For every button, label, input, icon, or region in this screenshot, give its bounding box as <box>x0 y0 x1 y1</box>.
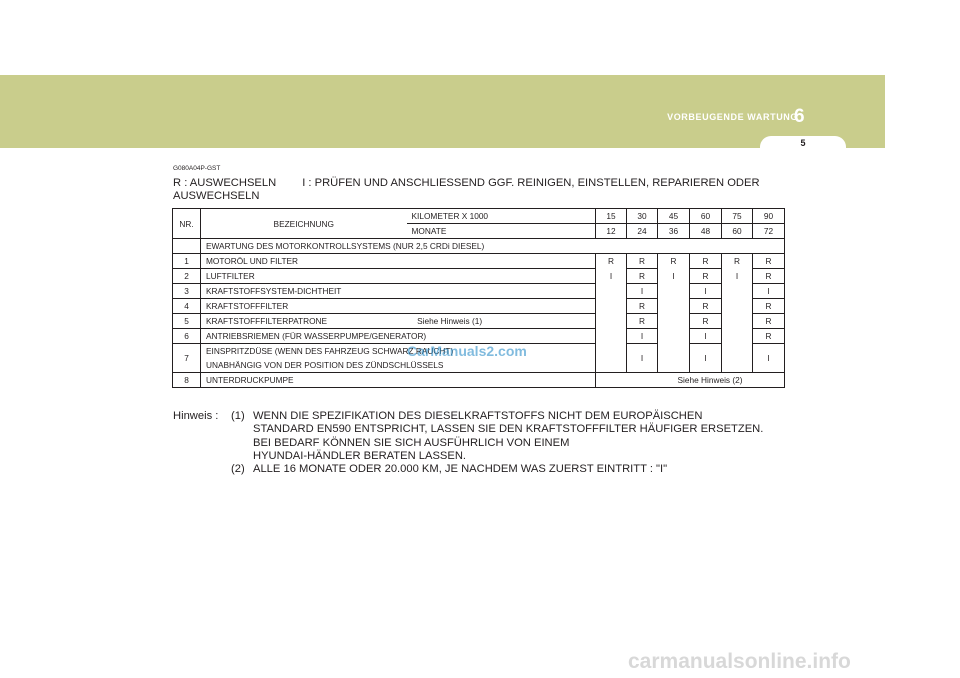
row-value: R <box>627 254 658 269</box>
km-cell: 15 <box>596 209 627 224</box>
row-value: R <box>722 254 753 269</box>
month-cell: 12 <box>596 224 627 239</box>
row-number: 3 <box>173 284 201 299</box>
row-number: 4 <box>173 299 201 314</box>
row-value: R <box>690 254 722 269</box>
row-value <box>658 344 690 373</box>
row-value <box>722 299 753 314</box>
maintenance-table <box>172 208 785 388</box>
month-cell: 36 <box>658 224 690 239</box>
row-name: KRAFTSTOFFFILTER <box>201 299 596 314</box>
row-value: I <box>722 269 753 284</box>
table-row <box>173 299 785 314</box>
row-value <box>596 344 627 373</box>
row-number: 6 <box>173 329 201 344</box>
months-label: MONATE <box>407 224 596 239</box>
row-name-line2: UNABHÄNGIG VON DER POSITION DES ZÜNDSCHLÜSSELS <box>201 358 596 373</box>
row-value: R <box>753 329 785 344</box>
section-title-row: EWARTUNG DES MOTORKONTROLLSYSTEMS (NUR 2,5 CRDi DIESEL) <box>201 239 785 254</box>
row-value: R <box>753 314 785 329</box>
row-value: I <box>627 284 658 299</box>
row-value <box>596 284 627 299</box>
row-value: R <box>596 254 627 269</box>
row-value <box>596 329 627 344</box>
note-line: WENN DIE SPEZIFIKATION DES DIESELKRAFTSTOFFS NICHT DEM EUROPÄISCHEN <box>253 410 703 422</box>
km-cell: 60 <box>690 209 722 224</box>
row-value <box>596 299 627 314</box>
row-value: R <box>753 299 785 314</box>
row-number: 7 <box>173 344 201 373</box>
km-label: KILOMETER X 1000 <box>407 209 596 224</box>
row-value: R <box>627 314 658 329</box>
row-value: I <box>753 284 785 299</box>
row-name: KRAFTSTOFFSYSTEM-DICHTHEIT <box>201 284 596 299</box>
section-title: VORBEUGENDE WARTUNG <box>667 112 798 122</box>
row-value: I <box>596 269 627 284</box>
note-number: (2) <box>231 463 245 476</box>
row-note: Siehe Hinweis (1) <box>417 316 483 326</box>
row-name-text: KRAFTSTOFFFILTERPATRONE <box>206 316 328 326</box>
note-line: ALLE 16 MONATE ODER 20.000 KM, JE NACHDEM WAS ZUERST EINTRITT : "I" <box>253 463 668 476</box>
row-number: 5 <box>173 314 201 329</box>
legend <box>173 177 760 203</box>
document-code: G080A04P-GST <box>173 165 221 172</box>
row-name: MOTORÖL UND FILTER <box>201 254 596 269</box>
row-value: R <box>658 254 690 269</box>
row-value <box>658 314 690 329</box>
table-row <box>173 373 785 388</box>
section-row <box>173 239 785 254</box>
row-value: I <box>690 329 722 344</box>
row-value <box>722 344 753 373</box>
row-value: I <box>627 329 658 344</box>
row-value: I <box>690 344 722 373</box>
row-value: R <box>690 314 722 329</box>
row-value: R <box>753 269 785 284</box>
row-value <box>658 329 690 344</box>
row-value <box>658 299 690 314</box>
row-name: ANTRIEBSRIEMEN (FÜR WASSERPUMPE/GENERATOR) <box>201 329 596 344</box>
row-value: I <box>753 344 785 373</box>
table-row <box>173 329 785 344</box>
table-row <box>173 269 785 284</box>
note-text <box>253 410 793 463</box>
row-name: UNTERDRUCKPUMPE <box>201 373 596 388</box>
page-number: 5 <box>800 138 806 148</box>
note-line: BEI BEDARF KÖNNEN SIE SICH AUSFÜHRLICH VON EINEM <box>253 436 570 449</box>
row-value: I <box>690 284 722 299</box>
row-number: 1 <box>173 254 201 269</box>
month-cell: 24 <box>627 224 658 239</box>
table-row <box>173 284 785 299</box>
row-value: R <box>753 254 785 269</box>
watermark: CarManuals2.com <box>407 343 527 359</box>
note-line: HYUNDAI-HÄNDLER BERATEN LASSEN. <box>253 449 467 462</box>
note-number: (1) <box>231 410 245 422</box>
notes <box>173 410 793 476</box>
km-cell: 90 <box>753 209 785 224</box>
row-value: I <box>658 269 690 284</box>
chapter-number: 6 <box>794 106 805 127</box>
month-cell: 48 <box>690 224 722 239</box>
row-value: R <box>690 299 722 314</box>
row-name: EINSPRITZDÜSE (WENN DES FAHRZEUG SCHWARZ RAUCHT) <box>201 344 596 359</box>
month-cell: 60 <box>722 224 753 239</box>
row-value <box>722 329 753 344</box>
km-cell: 30 <box>627 209 658 224</box>
km-cell: 75 <box>722 209 753 224</box>
header-row-km <box>173 209 785 224</box>
row-value: I <box>627 344 658 373</box>
row-value: R <box>690 269 722 284</box>
row-number: 2 <box>173 269 201 284</box>
km-cell: 45 <box>658 209 690 224</box>
note-text <box>253 463 793 476</box>
name-header: BEZEICHNUNG <box>201 209 407 239</box>
row-value <box>658 284 690 299</box>
row-name <box>201 314 596 329</box>
table-row <box>173 314 785 329</box>
row-value: R <box>627 299 658 314</box>
row-value <box>596 314 627 329</box>
row-value <box>722 314 753 329</box>
legend-continuation: AUSWECHSELN <box>173 190 260 202</box>
legend-i: I : PRÜFEN UND ANSCHLIESSEND GGF. REINIGEN, EINSTELLEN, REPARIEREN ODER <box>302 177 760 189</box>
table-row <box>173 254 785 269</box>
legend-r: R : AUSWECHSELN <box>173 177 277 189</box>
row-value: R <box>627 269 658 284</box>
month-cell: 72 <box>753 224 785 239</box>
footer-watermark: carmanualsonline.info <box>628 650 851 673</box>
row-number: 8 <box>173 373 201 388</box>
nr-header: NR. <box>173 209 201 239</box>
row-name: LUFTFILTER <box>201 269 596 284</box>
notes-label: Hinweis : <box>173 410 219 422</box>
row-value <box>722 284 753 299</box>
note-line: STANDARD EN590 ENTSPRICHT, LASSEN SIE DEN KRAFTSTOFFFILTER HÄUFIGER ERSETZEN. <box>253 423 764 436</box>
row-note: Siehe Hinweis (2) <box>596 373 785 388</box>
